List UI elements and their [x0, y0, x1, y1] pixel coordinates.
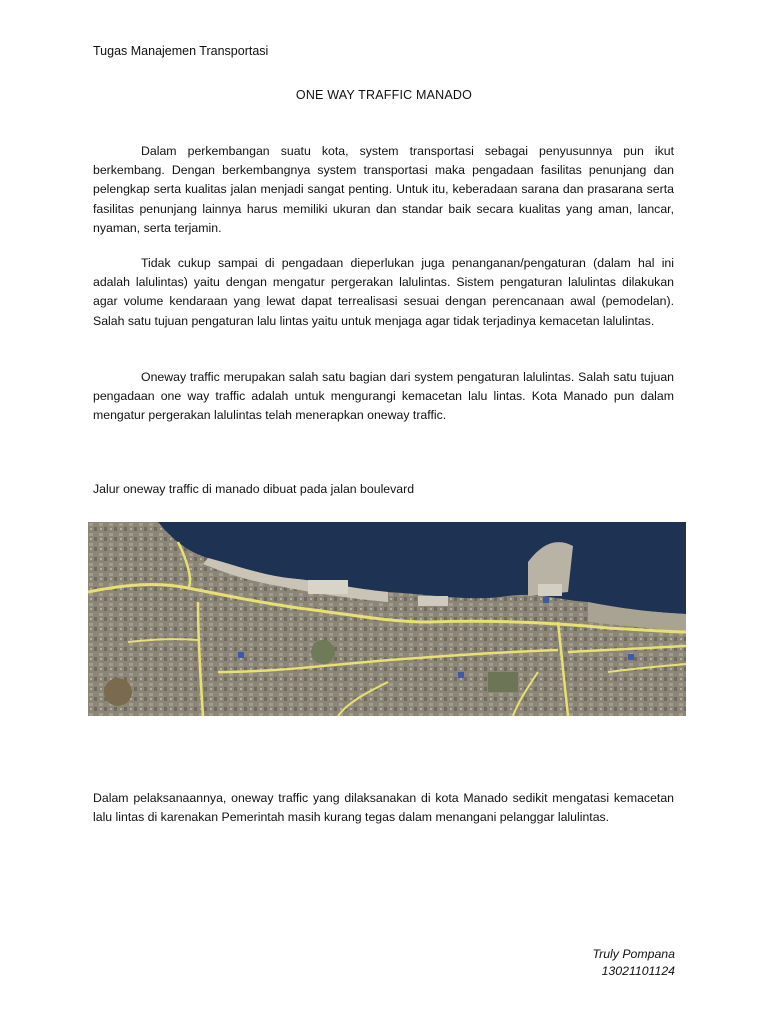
paragraph-conclusion: Dalam pelaksanaannya, oneway traffic yang dilaksanakan di kota Manado sedikit mengatasi kemacetan lalu lintas di karenakan Pemerintah masih kurang tegas dalam menangani pelanggar lalulintas.	[93, 791, 674, 825]
course-label: Tugas Manajemen Transportasi	[93, 44, 269, 58]
map-caption: Jalur oneway traffic di manado dibuat pada jalan boulevard	[93, 482, 415, 496]
paragraph-oneway: Oneway traffic merupakan salah satu bagian dari system pengaturan lalulintas. Salah satu tujuan pengadaan one way traffic adalah untuk mengurangi kemacetan lalu lintas. Kota Manado pun dalam mengatur pergerakan lalulintas telah menerapkan oneway traffic.	[93, 370, 674, 423]
signature-block	[593, 946, 675, 980]
author-name: Truly Pompana	[592, 947, 675, 961]
satellite-map-image	[88, 522, 686, 716]
author-id: 13021101124	[601, 964, 675, 978]
paragraph-regulation: Tidak cukup sampai di pengadaan dieperlukan juga penanganan/pengaturan (dalam hal ini adalah lalulintas) yaitu dengan mengatur pergerakan lalulintas. Sistem pengaturan lalulintas dilakukan agar volume kendaraan yang lewat dapat terrealisasi sesuai dengan perencanaan awal (pemodelan). Salah satu tujuan pengaturan lalu lintas yaitu untuk menjaga agar tidak terjadinya kemacetan lalulintas.	[93, 256, 674, 328]
paragraph-intro: Dalam perkembangan suatu kota, system transportasi sebagai penyusunnya pun ikut berkembang. Dengan berkembangnya system transportasi maka pengadaan fasilitas penunjang dan pelengkap serta kualitas jalan menjadi sangat penting. Untuk itu, keberadaan sarana dan prasarana serta fasilitas penunjang lainnya harus memiliki ukuran dan standar baik secara kualitas yang aman, lancar, nyaman, serta terjamin.	[93, 144, 674, 235]
document-title: ONE WAY TRAFFIC MANADO	[295, 88, 473, 102]
map-illustration	[88, 522, 686, 716]
